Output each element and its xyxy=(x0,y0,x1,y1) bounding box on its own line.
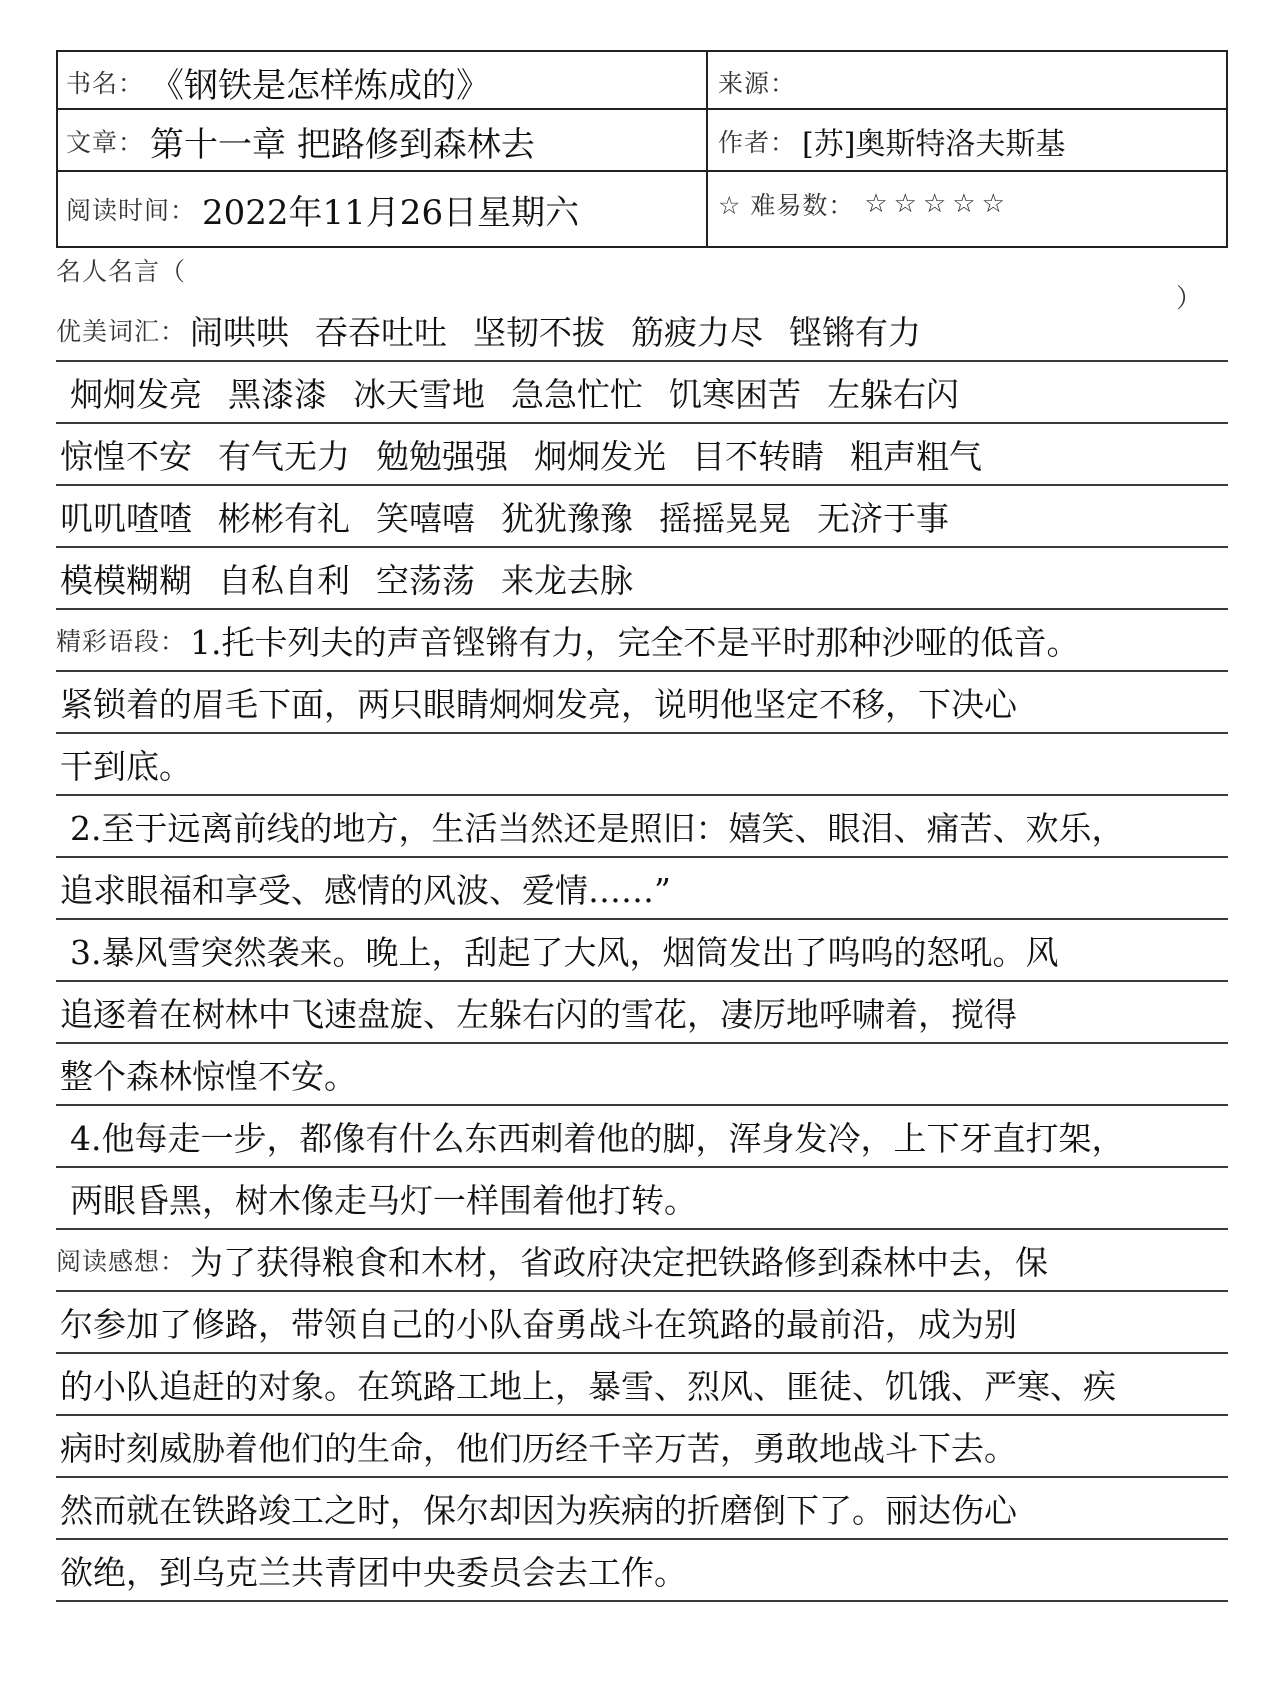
vocab-line xyxy=(56,486,1228,546)
vocab-word: 黑漆漆 xyxy=(228,375,327,414)
vocab-word: 冰天雪地 xyxy=(353,375,485,414)
passage-text: 3.暴风雪突然袭来。晚上，刮起了大风，烟筒发出了呜呜的怒吼。风 xyxy=(70,933,1059,972)
thoughts-text: 然而就在铁路竣工之时，保尔却因为疾病的折磨倒下了。丽达伤心 xyxy=(60,1491,1017,1530)
table-divider xyxy=(706,52,708,246)
passages-label: 精彩语段： xyxy=(56,627,187,656)
vocab-word: 模模糊糊 xyxy=(60,561,192,600)
vocab-word: 有气无力 xyxy=(218,437,350,476)
vocab-word: 笑嘻嘻 xyxy=(376,499,475,538)
vocab-word: 饥寒困苦 xyxy=(669,375,801,414)
thoughts-text: 尔参加了修路，带领自己的小队奋勇战斗在筑路的最前沿，成为别 xyxy=(60,1305,1017,1344)
chapter-title: 第十一章 把路修到森林去 xyxy=(150,124,535,165)
table-divider xyxy=(58,170,1226,172)
vocab-word: 筋疲力尽 xyxy=(631,313,764,352)
passage-text: 2.至于远离前线的地方，生活当然还是照旧：嬉笑、眼泪、痛苦、欢乐， xyxy=(70,809,1125,848)
vocab-word: 炯炯发亮 xyxy=(70,375,202,414)
passage-line xyxy=(56,1168,1228,1228)
vocab-word: 来龙去脉 xyxy=(501,561,633,600)
thoughts-label: 阅读感想： xyxy=(56,1247,187,1276)
passage-line xyxy=(56,858,1228,918)
thoughts-text: 为了获得粮食和木材，省政府决定把铁路修到森林中去，保 xyxy=(190,1243,1049,1282)
vocab-word: 叽叽喳喳 xyxy=(60,499,192,538)
rule-line xyxy=(56,1600,1228,1602)
passage-text: 整个森林惊惶不安。 xyxy=(60,1057,357,1096)
vocab-word: 无济于事 xyxy=(817,499,949,538)
vocab-label: 优美词汇： xyxy=(56,317,187,346)
book-label: 书名： xyxy=(66,69,145,98)
rating-cell xyxy=(718,174,1218,234)
vocab-words xyxy=(56,431,1008,484)
vocab-word: 惊惶不安 xyxy=(60,437,192,476)
vocab-word: 空荡荡 xyxy=(376,561,475,600)
vocab-word: 吞吞吐吐 xyxy=(315,313,448,352)
thoughts-line xyxy=(56,1354,1228,1414)
vocab-word: 炯炯发光 xyxy=(534,437,666,476)
thoughts-line xyxy=(56,1478,1228,1538)
reading-time-value: 2022年11月26日星期六 xyxy=(202,192,580,233)
vocab-word: 勉勉强强 xyxy=(376,437,508,476)
rating-stars: ☆☆☆☆☆ xyxy=(864,189,1011,219)
passage-line xyxy=(56,610,1228,670)
passage-line xyxy=(56,1106,1228,1166)
thoughts-text: 欲绝，到乌克兰共青团中央委员会去工作。 xyxy=(60,1553,687,1592)
vocab-word: 摇摇晃晃 xyxy=(659,499,791,538)
thoughts-line xyxy=(56,1416,1228,1476)
vocab-line xyxy=(56,300,1228,360)
vocab-line xyxy=(56,548,1228,608)
vocab-words xyxy=(56,369,985,422)
thoughts-text: 的小队追赶的对象。在筑路工地上，暴雪、烈风、匪徒、饥饿、严寒、疾 xyxy=(60,1367,1116,1406)
book-title-cell xyxy=(66,56,702,108)
header-table xyxy=(56,50,1228,248)
thoughts-text: 病时刻威胁着他们的生命，他们历经千辛万苦，勇敢地战斗下去。 xyxy=(60,1429,1017,1468)
vocab-word: 闹哄哄 xyxy=(190,313,290,352)
passage-line xyxy=(56,920,1228,980)
vocab-line xyxy=(56,362,1228,422)
vocab-word: 坚韧不拔 xyxy=(473,313,606,352)
vocab-words xyxy=(186,307,947,360)
table-divider xyxy=(58,108,1226,110)
vocab-word: 目不转睛 xyxy=(692,437,824,476)
quote-label: 名人名言（ xyxy=(56,257,187,286)
vocab-line xyxy=(56,424,1228,484)
passage-line xyxy=(56,672,1228,732)
book-title: 《钢铁是怎样炼成的》 xyxy=(150,65,491,106)
quote-close: ） xyxy=(1175,284,1202,314)
thoughts-line xyxy=(56,1292,1228,1352)
reading-time-label: 阅读时间： xyxy=(66,196,197,225)
vocab-word: 犹犹豫豫 xyxy=(501,499,633,538)
vocab-word: 左躲右闪 xyxy=(827,375,959,414)
vocab-word: 铿锵有力 xyxy=(789,313,922,352)
author-cell xyxy=(718,112,1218,170)
passage-line xyxy=(56,734,1228,794)
vocab-word: 彬彬有礼 xyxy=(218,499,350,538)
vocab-word: 粗声粗气 xyxy=(850,437,982,476)
thoughts-line xyxy=(56,1540,1228,1600)
passage-text: 追逐着在树林中飞速盘旋、左躲右闪的雪花，凄厉地呼啸着，搅得 xyxy=(60,995,1017,1034)
vocab-words xyxy=(56,555,659,608)
author-label: 作者： xyxy=(718,128,797,157)
rating-label: ☆ 难易数： xyxy=(718,191,855,220)
chapter-cell xyxy=(66,112,702,170)
passage-text: 1.托卡列夫的声音铿锵有力，完全不是平时那种沙哑的低音。 xyxy=(190,623,1080,662)
quote-line xyxy=(56,248,1228,298)
author-name: [苏]奥斯特洛夫斯基 xyxy=(802,127,1066,162)
passage-text: 紧锁着的眉毛下面，两只眼睛炯炯发亮，说明他坚定不移，下决心 xyxy=(60,685,1017,724)
passage-text: 4.他每走一步，都像有什么东西刺着他的脚，浑身发冷，上下牙直打架， xyxy=(70,1119,1125,1158)
passage-text: 两眼昏黑，树木像走马灯一样围着他打转。 xyxy=(70,1181,697,1220)
vocab-words xyxy=(56,493,975,546)
passage-line xyxy=(56,1044,1228,1104)
vocab-word: 自私自利 xyxy=(218,561,350,600)
passage-line xyxy=(56,982,1228,1042)
passage-line xyxy=(56,796,1228,856)
source-label: 来源： xyxy=(718,69,797,98)
passage-text: 干到底。 xyxy=(60,747,192,786)
chapter-label: 文章： xyxy=(66,128,145,157)
passage-text: 追求眼福和享受、感情的风波、爱情……” xyxy=(60,871,671,910)
source-cell xyxy=(718,56,1218,108)
thoughts-line xyxy=(56,1230,1228,1290)
vocab-word: 急急忙忙 xyxy=(511,375,643,414)
reading-time-cell xyxy=(66,174,702,244)
